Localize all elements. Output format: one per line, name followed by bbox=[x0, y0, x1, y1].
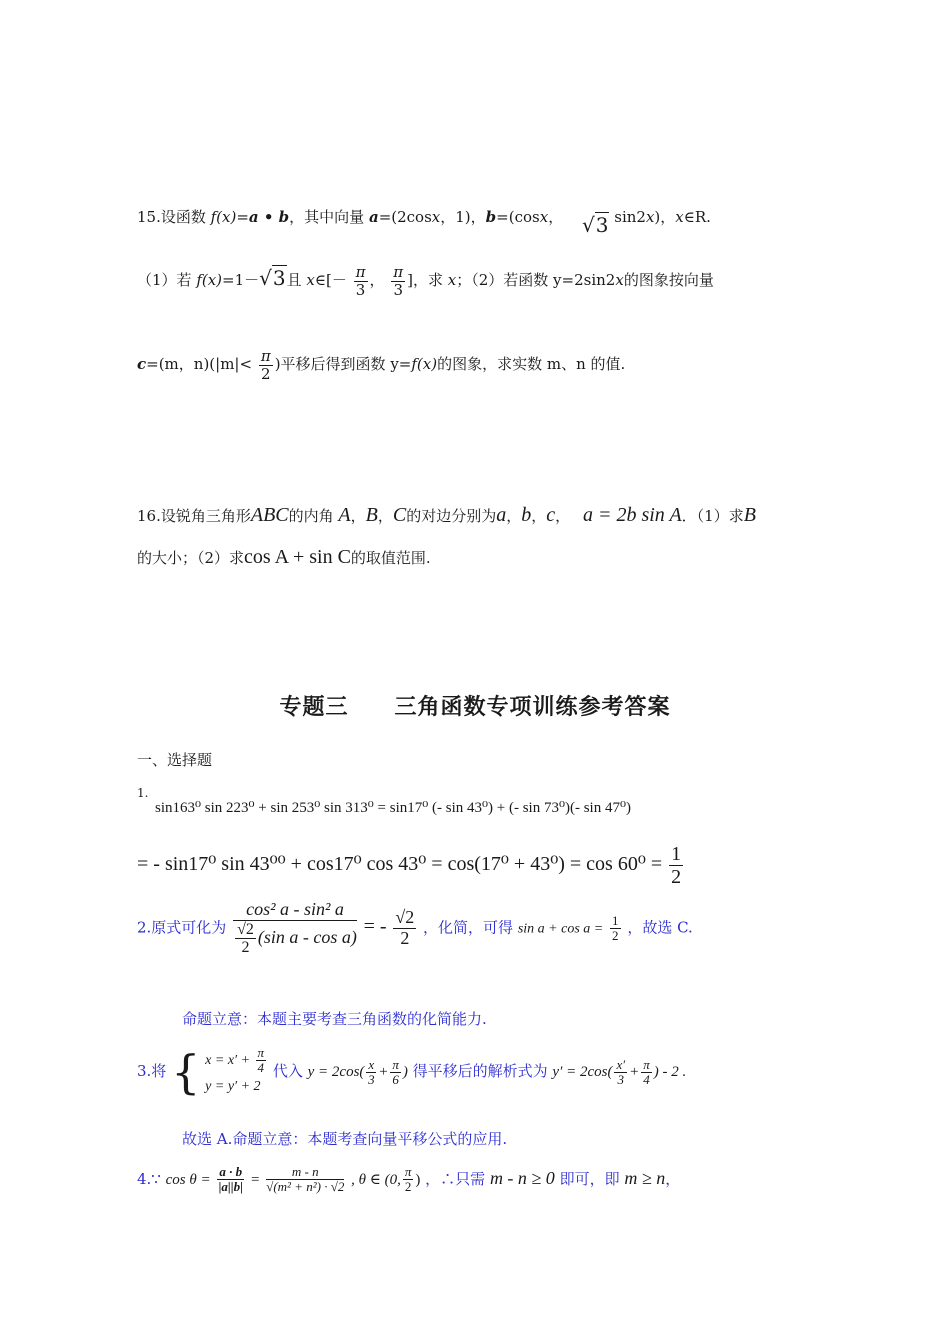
p16-line2 bbox=[137, 546, 431, 569]
equation: ) bbox=[415, 1171, 421, 1188]
text: ， bbox=[369, 271, 385, 289]
answer-1-line-a: sin163⁰ sin 223⁰ + sin 253⁰ sin 313⁰ = sin17⁰ (- sin 43⁰) + (- sin 73⁰)(- sin 47⁰) bbox=[155, 800, 631, 816]
text: 的取值范围. bbox=[350, 549, 431, 567]
text: 代入 bbox=[272, 1061, 303, 1080]
text: x bbox=[645, 208, 655, 226]
answer-1-number: 1. bbox=[137, 786, 149, 800]
text: ]，求 bbox=[407, 271, 448, 289]
p15-line1 bbox=[137, 203, 711, 237]
text: f(x) bbox=[196, 271, 223, 289]
sqrt-3: √3 bbox=[581, 213, 609, 237]
text: a bbox=[368, 208, 379, 226]
text: b bbox=[485, 208, 497, 226]
text: x bbox=[431, 208, 441, 226]
text: 4.∵ bbox=[137, 1169, 161, 1188]
text: 3.将 bbox=[137, 1061, 167, 1080]
text: x bbox=[306, 271, 315, 289]
sqrt-3: √3 bbox=[259, 266, 286, 290]
text: ，其中向量 bbox=[289, 208, 369, 226]
text: f(x) bbox=[210, 208, 237, 226]
text: )平移后得到函数 y= bbox=[274, 355, 412, 373]
text: ，故选 C. bbox=[627, 918, 693, 937]
equation: m ≥ n bbox=[624, 1167, 666, 1188]
fraction-pi-2: $\frac{\pi}{2}$ bbox=[260, 347, 271, 383]
text: ， bbox=[555, 507, 571, 525]
text: ；（2）若函数 y=2sin2 bbox=[456, 271, 616, 289]
equation: cos A + sin C bbox=[244, 546, 351, 568]
answer-2-note: 命题立意：本题主要考查三角函数的化简能力. bbox=[182, 1010, 487, 1028]
text: 15.设函数 bbox=[137, 208, 211, 226]
text: C bbox=[392, 504, 407, 526]
fraction-pi-2: $\frac{\pi}{2}$ bbox=[404, 1164, 412, 1195]
equation: a = 2b sin A bbox=[582, 504, 682, 526]
text: 且 bbox=[286, 271, 307, 289]
text: ．（1）求 bbox=[681, 507, 744, 525]
text: ， bbox=[548, 208, 564, 226]
text: ABC bbox=[250, 504, 289, 526]
fraction-rhs: $\frac{√2}{2}$ bbox=[395, 907, 415, 948]
fraction-pi-3: $\frac{\pi}{3}$ bbox=[393, 263, 404, 299]
text: =(2cos bbox=[378, 208, 432, 226]
text: x bbox=[615, 271, 624, 289]
section-heading: 一、选择题 bbox=[137, 751, 213, 769]
equation-2: y′ = 2cos( $\frac{x'}{3}$ + $\frac{\pi}{4}$ ) - 2 . bbox=[552, 1056, 687, 1087]
text: = bbox=[236, 208, 249, 226]
equation: sin a + cos a = bbox=[517, 921, 604, 937]
equation: = - sin17⁰ sin 43⁰⁰ + cos17⁰ cos 43⁰ = cos(17⁰ + 43⁰) = cos 60⁰ = bbox=[137, 853, 663, 876]
answer-3 bbox=[137, 1046, 686, 1098]
text: ， bbox=[350, 507, 366, 525]
equation-1: y = 2cos( $\frac{x}{3}$ + $\frac{\pi}{6}$ ) bbox=[307, 1056, 408, 1087]
text: ∈R. bbox=[683, 208, 711, 226]
text: 16.设锐角三角形 bbox=[137, 507, 251, 525]
p15-line3 bbox=[137, 348, 625, 382]
p15-line2 bbox=[137, 264, 714, 298]
text: 2.原式可化为 bbox=[137, 918, 227, 937]
text: =(m，n)(|m|< bbox=[146, 355, 253, 373]
equation: cos θ = bbox=[165, 1171, 211, 1188]
text: ，化简，可得 bbox=[423, 918, 514, 937]
text: ， bbox=[665, 1169, 681, 1188]
fraction-main: cos² a - sin² a $\frac{√2}{2}$ (sin a - cos a) bbox=[233, 900, 357, 957]
text: )， bbox=[654, 208, 676, 226]
fraction-one-half: $\frac{1}{2}$ bbox=[671, 843, 682, 888]
text: x bbox=[539, 208, 549, 226]
text: x bbox=[447, 271, 457, 289]
text: 的对边分别为 bbox=[406, 507, 497, 525]
fraction-dot-product: $\frac{a \cdot b}{|a||b|}$ bbox=[218, 1164, 244, 1195]
fraction-mn: $\frac{m - n}{\text{√(m² + n²) · √2}}$ bbox=[266, 1164, 345, 1195]
text: （1）若 bbox=[137, 271, 197, 289]
text: c bbox=[546, 504, 556, 526]
brace: { bbox=[171, 1044, 201, 1099]
equation: , θ ∈ (0, bbox=[351, 1171, 401, 1188]
answer-1-line-b bbox=[137, 843, 685, 888]
page-title: 专题三 三角函数专项训练参考答案 bbox=[279, 695, 671, 720]
text: b bbox=[521, 504, 532, 526]
equation: = bbox=[250, 1171, 260, 1188]
text: a • b bbox=[248, 208, 290, 226]
text: ， bbox=[377, 507, 393, 525]
text: =1－ bbox=[222, 271, 260, 289]
text: B bbox=[365, 504, 378, 526]
text: 得平移后的解析式为 bbox=[412, 1061, 548, 1080]
equation-system: x = x′ + $\frac{\pi}{4}$ y = y′ + 2 bbox=[205, 1045, 265, 1094]
text: ， bbox=[506, 507, 522, 525]
text: B bbox=[743, 504, 756, 526]
text: c bbox=[137, 355, 147, 373]
text: 即可，即 bbox=[559, 1169, 620, 1188]
p16-line1 bbox=[137, 504, 756, 527]
fraction-one-half: $\frac{1}{2}$ bbox=[612, 912, 619, 943]
text: x bbox=[675, 208, 684, 226]
text: f(x) bbox=[411, 355, 438, 373]
answer-3-note: 故选 A.命题立意：本题考查向量平移公式的应用. bbox=[182, 1130, 508, 1148]
text: A bbox=[338, 504, 351, 526]
answer-4 bbox=[137, 1165, 680, 1195]
text: ，1)， bbox=[440, 208, 486, 226]
text: =(cos bbox=[496, 208, 540, 226]
text: sin2 bbox=[614, 208, 646, 226]
text: a bbox=[496, 504, 507, 526]
text: ∈[－ bbox=[314, 271, 347, 289]
text: 的图象，求实数 m、n 的值. bbox=[437, 355, 626, 373]
fraction-pi-3: $\frac{\pi}{3}$ bbox=[355, 263, 366, 299]
text: 的大小；（2）求 bbox=[137, 549, 245, 567]
equation: = - bbox=[363, 915, 387, 938]
text: ， bbox=[531, 507, 547, 525]
answer-2 bbox=[137, 900, 693, 957]
text: 的图象按向量 bbox=[623, 271, 714, 289]
text: 的内角 bbox=[288, 507, 339, 525]
equation: m - n ≥ 0 bbox=[489, 1167, 555, 1188]
text: ，∴只需 bbox=[425, 1169, 486, 1188]
